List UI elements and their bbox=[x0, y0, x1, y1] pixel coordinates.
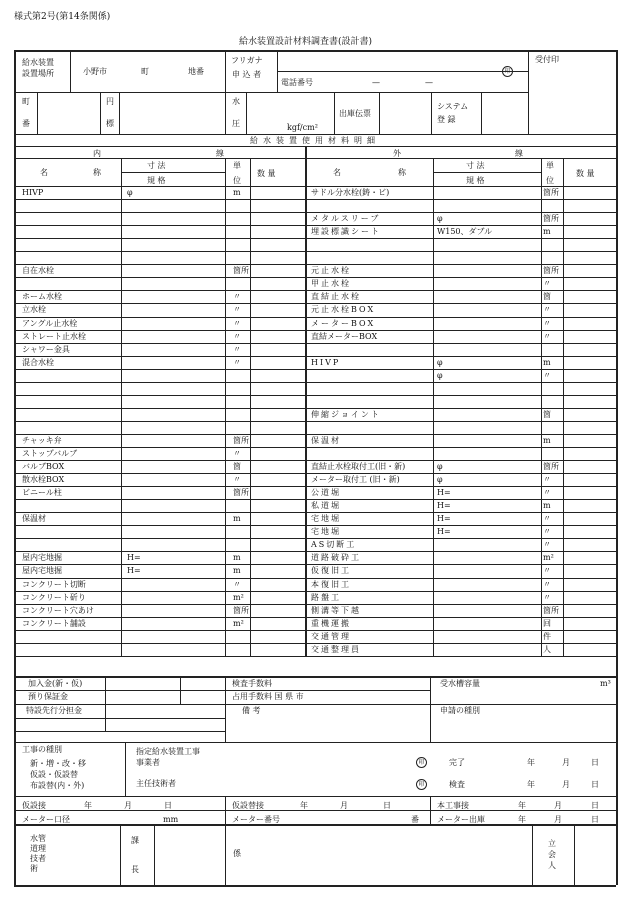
material-name: 埋設標識シート bbox=[311, 227, 381, 237]
main-work-label: 本工事接 bbox=[437, 801, 469, 810]
inner-line-label: 線 bbox=[216, 149, 224, 158]
outer-line-label: 線 bbox=[515, 149, 523, 158]
material-unit: 〃 bbox=[543, 566, 551, 576]
grid-line bbox=[481, 92, 482, 134]
material-name: シャワー金具 bbox=[22, 344, 70, 354]
day-label: 日 bbox=[591, 801, 599, 810]
material-unit: 箇所 bbox=[233, 488, 249, 498]
work-type-label: 工事の種別 bbox=[22, 745, 62, 754]
material-name: 混合水栓 bbox=[22, 357, 54, 367]
grid-line bbox=[14, 238, 616, 239]
grid-line bbox=[14, 796, 616, 797]
grid-line bbox=[14, 264, 616, 265]
material-name: 交通管理 bbox=[311, 631, 351, 641]
document-title: 給水装置設計材料調査書(設計書) bbox=[239, 37, 373, 47]
grid-line bbox=[14, 704, 430, 705]
grid-line bbox=[334, 92, 335, 134]
grid-line bbox=[433, 158, 434, 656]
grid-line bbox=[14, 810, 616, 811]
material-unit: 〃 bbox=[543, 331, 551, 341]
material-name: ホーム水栓 bbox=[22, 292, 62, 302]
grid-line bbox=[430, 676, 431, 742]
grid-line bbox=[14, 604, 616, 605]
material-name: HIVP bbox=[22, 188, 44, 197]
ban-label: 番 bbox=[22, 119, 30, 128]
grid-line bbox=[14, 290, 616, 291]
grid-line bbox=[14, 617, 616, 618]
year-label: 年 bbox=[518, 815, 526, 824]
material-name: 本復旧工 bbox=[311, 579, 351, 589]
col-qty: 数 量 bbox=[576, 169, 595, 178]
occupancy-fee-label: 占用手数料 国 県 市 bbox=[232, 692, 304, 701]
grid-line bbox=[14, 50, 16, 885]
materials-section-title: 給水装置使用材料明細 bbox=[250, 136, 380, 145]
chief-seal-icon: 印 bbox=[416, 779, 427, 790]
grid-line bbox=[379, 92, 380, 134]
grid-line bbox=[250, 158, 251, 656]
grid-line bbox=[431, 92, 432, 134]
material-spec: H= bbox=[437, 527, 451, 537]
grid-line bbox=[14, 499, 616, 500]
material-unit: m² bbox=[233, 592, 244, 602]
work-type-items: 新・増・改・移 仮設・仮設替 布設替(内・外) bbox=[30, 759, 86, 790]
material-unit: 人 bbox=[543, 644, 551, 654]
material-name: 立水栓 bbox=[22, 305, 46, 315]
material-name: ビニール柱 bbox=[22, 488, 62, 498]
material-name: ストップバルブ bbox=[22, 449, 78, 458]
material-spec: φ bbox=[437, 214, 443, 224]
material-unit: 〃 bbox=[543, 527, 551, 537]
month-label: 月 bbox=[562, 780, 570, 789]
phone-separator: — bbox=[425, 78, 433, 87]
pressure-unit: kgf/cm² bbox=[287, 123, 318, 132]
material-unit: 〃 bbox=[543, 279, 551, 289]
material-unit: 箇所 bbox=[233, 605, 249, 615]
material-spec: φ bbox=[437, 462, 443, 472]
grid-line bbox=[14, 146, 616, 147]
material-spec: H= bbox=[437, 488, 451, 498]
day-label: 日 bbox=[591, 815, 599, 824]
grid-line bbox=[70, 50, 71, 92]
material-spec: H= bbox=[127, 566, 141, 576]
material-name: コンクリート斫り bbox=[22, 592, 86, 602]
material-unit: 回 bbox=[543, 618, 551, 628]
grid-line bbox=[14, 50, 616, 52]
city-name: 小野市 bbox=[83, 67, 107, 76]
grid-line bbox=[14, 885, 616, 887]
material-unit: 〃 bbox=[543, 305, 551, 315]
material-unit: 件 bbox=[543, 631, 551, 641]
material-unit: 〃 bbox=[543, 540, 551, 550]
material-unit: 箇 bbox=[233, 462, 241, 472]
grid-line bbox=[14, 731, 225, 732]
material-name: AS切断工 bbox=[311, 540, 357, 550]
material-unit: m bbox=[543, 501, 551, 511]
material-unit: 〃 bbox=[543, 514, 551, 524]
day-label: 日 bbox=[591, 758, 599, 767]
material-unit: 〃 bbox=[233, 305, 241, 315]
material-unit: m bbox=[233, 188, 241, 197]
material-unit: m² bbox=[543, 553, 554, 563]
special-share-label: 特設先行分担金 bbox=[26, 706, 82, 715]
grid-line bbox=[225, 158, 226, 656]
material-unit: 箇 bbox=[543, 292, 551, 302]
tank-unit: m³ bbox=[600, 679, 611, 688]
col-unit: 位 bbox=[233, 176, 241, 185]
col-name: 称 bbox=[398, 168, 406, 177]
grid-line bbox=[100, 92, 101, 134]
grid-line bbox=[14, 343, 616, 344]
material-name: 側溝等下越 bbox=[311, 605, 361, 615]
material-name: 保温材 bbox=[22, 514, 46, 524]
grid-line bbox=[532, 824, 533, 885]
witness-label: 立 会 人 bbox=[548, 839, 556, 870]
material-unit: 〃 bbox=[233, 475, 241, 485]
material-unit: m bbox=[233, 553, 241, 563]
material-unit: 箇所 bbox=[233, 435, 249, 445]
grid-line bbox=[154, 824, 155, 885]
meter-number-label: メーター番号 bbox=[232, 815, 280, 824]
cho-label: 町 bbox=[22, 97, 30, 106]
material-name: HIVP bbox=[311, 357, 341, 367]
material-name: 屋内宅地掘 bbox=[22, 553, 62, 563]
tank-capacity-label: 受水槽容量 bbox=[440, 679, 480, 688]
material-name: サドル分水栓(鋳・ビ) bbox=[311, 188, 390, 197]
joining-fee-label: 加入金(新・仮) bbox=[28, 679, 83, 688]
material-spec: φ bbox=[127, 188, 133, 197]
completion-label: 完了 bbox=[449, 758, 465, 767]
grid-line bbox=[14, 434, 616, 435]
material-unit: m bbox=[233, 514, 241, 524]
grid-line bbox=[14, 656, 616, 657]
material-unit: m² bbox=[233, 618, 244, 628]
grid-line bbox=[14, 630, 616, 631]
material-unit: m bbox=[543, 227, 551, 237]
applicant-seal-icon: 印 bbox=[502, 66, 513, 77]
material-unit: 〃 bbox=[233, 292, 241, 302]
material-spec: W150、ダブル bbox=[437, 227, 493, 237]
grid-line bbox=[14, 317, 616, 318]
material-unit: 〃 bbox=[543, 592, 551, 602]
grid-line bbox=[121, 172, 225, 173]
grid-line bbox=[14, 421, 616, 422]
material-unit: 箇所 bbox=[233, 266, 249, 276]
grid-line bbox=[14, 225, 616, 226]
grid-line bbox=[14, 591, 616, 592]
material-name: 元止水栓 bbox=[311, 266, 351, 276]
material-name: メーター取付工 (旧・新) bbox=[311, 475, 400, 485]
hyo-label: 標 bbox=[106, 119, 114, 128]
grid-line bbox=[14, 303, 616, 304]
col-dim: 寸 法 bbox=[466, 161, 485, 170]
material-unit: 〃 bbox=[543, 475, 551, 485]
temp-replace-label: 仮設替接 bbox=[232, 801, 264, 810]
material-name: 直結止水栓取付工(旧・新) bbox=[311, 462, 406, 472]
material-unit: 箇所 bbox=[543, 266, 559, 276]
material-unit: m bbox=[233, 566, 241, 576]
material-spec: φ bbox=[437, 370, 443, 380]
grid-line bbox=[433, 172, 541, 173]
system-label: システム bbox=[437, 102, 469, 111]
material-name: 宅地堀 bbox=[311, 527, 341, 537]
grid-line bbox=[14, 824, 616, 826]
inner-label: 内 bbox=[93, 149, 101, 158]
material-name: 仮復旧工 bbox=[311, 566, 351, 576]
material-unit: 〃 bbox=[233, 318, 241, 328]
material-name: 交通整理員 bbox=[311, 644, 361, 654]
material-unit: 〃 bbox=[543, 370, 551, 380]
grid-line bbox=[180, 676, 181, 704]
col-dim: 寸 法 bbox=[147, 161, 166, 170]
material-unit: 〃 bbox=[543, 488, 551, 498]
col-name: 名 bbox=[40, 168, 48, 177]
phone-separator: — bbox=[372, 78, 380, 87]
material-name: 公道堀 bbox=[311, 488, 341, 498]
grid-line bbox=[14, 369, 616, 370]
material-unit: 〃 bbox=[233, 357, 241, 367]
material-name: 私道堀 bbox=[311, 501, 341, 511]
grid-line bbox=[14, 473, 616, 474]
sho-label: 円 bbox=[106, 97, 114, 106]
grid-line bbox=[120, 824, 121, 885]
grid-line bbox=[14, 742, 616, 743]
sui-label: 水 bbox=[232, 97, 240, 106]
staff-label: 係 bbox=[233, 849, 241, 858]
month-label: 月 bbox=[124, 801, 132, 810]
material-unit: 〃 bbox=[233, 344, 241, 354]
material-name: 重機運搬 bbox=[311, 618, 351, 628]
temp-install-label: 仮設接 bbox=[22, 801, 46, 810]
col-qty: 数 量 bbox=[257, 169, 276, 178]
day-label: 日 bbox=[383, 801, 391, 810]
grid-line bbox=[430, 796, 431, 824]
material-spec: φ bbox=[437, 475, 443, 485]
grid-line bbox=[14, 212, 616, 213]
grid-line bbox=[14, 356, 616, 357]
grid-line bbox=[14, 460, 616, 461]
grid-line bbox=[14, 134, 616, 135]
material-name: 甲止水栓 bbox=[311, 279, 351, 289]
grid-line bbox=[125, 742, 126, 796]
grid-line bbox=[14, 447, 616, 448]
material-unit: 箇所 bbox=[543, 605, 559, 615]
phone-label: 電話番号 bbox=[281, 78, 313, 87]
material-name: 直結止水栓 bbox=[311, 292, 361, 302]
material-unit: 箇所 bbox=[543, 188, 559, 197]
material-spec: H= bbox=[437, 501, 451, 511]
material-name: 道路破砕工 bbox=[311, 553, 361, 563]
grid-line bbox=[14, 551, 616, 552]
month-label: 月 bbox=[554, 815, 562, 824]
grid-line bbox=[14, 525, 616, 526]
material-name: 屋内宅地掘 bbox=[22, 566, 62, 576]
install-location-label: 給水装置 設置場所 bbox=[22, 58, 54, 78]
grid-line bbox=[225, 796, 226, 885]
col-unit: 単 bbox=[546, 161, 554, 170]
grid-line bbox=[14, 277, 616, 278]
year-label: 年 bbox=[300, 801, 308, 810]
grid-line bbox=[14, 330, 616, 331]
material-unit: m bbox=[543, 435, 551, 445]
chief-label: 長 bbox=[131, 865, 139, 874]
grid-line bbox=[616, 50, 618, 885]
material-name: メタルスリーブ bbox=[311, 214, 381, 224]
material-spec: φ bbox=[437, 357, 443, 367]
year-label: 年 bbox=[527, 758, 535, 767]
grid-line bbox=[14, 538, 616, 539]
material-name: コンクリート切断 bbox=[22, 579, 86, 589]
form-number: 様式第2号(第14条関係) bbox=[14, 12, 111, 22]
col-spec: 規 格 bbox=[466, 176, 485, 185]
month-label: 月 bbox=[562, 758, 570, 767]
lot-label: 地番 bbox=[188, 67, 204, 76]
month-label: 月 bbox=[340, 801, 348, 810]
furigana-label: フリガナ bbox=[231, 56, 263, 65]
day-label: 日 bbox=[591, 780, 599, 789]
year-label: 年 bbox=[527, 780, 535, 789]
meter-shipping-label: メーター出庫 bbox=[437, 815, 485, 824]
material-unit: 箇所 bbox=[543, 462, 559, 472]
material-name: 保温材 bbox=[311, 435, 341, 445]
section-label: 課 bbox=[131, 836, 139, 845]
contractor-seal-icon: 印 bbox=[416, 757, 427, 768]
material-name: 元止水栓BOX bbox=[311, 305, 376, 315]
material-unit: 箇所 bbox=[543, 214, 559, 224]
grid-line bbox=[574, 824, 575, 885]
material-unit: 〃 bbox=[543, 318, 551, 328]
grid-line bbox=[541, 158, 542, 656]
material-name: ストレート止水栓 bbox=[22, 331, 86, 341]
col-name: 称 bbox=[93, 168, 101, 177]
grid-line bbox=[14, 512, 616, 513]
registration-label: 登 録 bbox=[437, 115, 456, 124]
grid-line bbox=[105, 676, 106, 731]
remarks-label: 備 考 bbox=[242, 706, 261, 715]
material-name: チャッキ弁 bbox=[22, 435, 62, 445]
grid-line bbox=[121, 158, 122, 656]
col-name: 名 bbox=[333, 168, 341, 177]
applicant-label: 申 込 者 bbox=[232, 70, 262, 79]
grid-line bbox=[14, 199, 616, 200]
material-unit: m bbox=[543, 357, 551, 367]
grid-line bbox=[246, 92, 247, 134]
grid-line bbox=[14, 408, 616, 409]
grid-line bbox=[14, 486, 616, 487]
grid-line bbox=[14, 395, 616, 396]
grid-line bbox=[225, 50, 226, 134]
town-label: 町 bbox=[141, 67, 149, 76]
material-name: バルブBOX bbox=[22, 462, 65, 472]
grid-line bbox=[14, 643, 616, 644]
chief-engineer-label: 主任技術者 bbox=[136, 779, 176, 788]
grid-line bbox=[277, 71, 528, 72]
ban-unit: 番 bbox=[411, 815, 419, 824]
outer-label: 外 bbox=[393, 149, 401, 158]
grid-line bbox=[14, 382, 616, 383]
contractor-label: 指定給水装置工事 事業者 bbox=[136, 747, 200, 767]
material-name: アングル止水栓 bbox=[22, 318, 78, 328]
grid-line bbox=[14, 564, 616, 565]
grid-line bbox=[563, 158, 564, 656]
col-spec: 規 格 bbox=[147, 176, 166, 185]
grid-line bbox=[37, 92, 38, 134]
material-unit: 〃 bbox=[233, 331, 241, 341]
receipt-stamp-label: 受付印 bbox=[535, 55, 559, 64]
grid-line bbox=[14, 186, 616, 187]
col-unit: 位 bbox=[546, 176, 554, 185]
inspection-fee-label: 検査手数料 bbox=[232, 679, 272, 688]
inspection-label: 検査 bbox=[449, 780, 465, 789]
grid-line bbox=[528, 50, 529, 134]
day-label: 日 bbox=[164, 801, 172, 810]
year-label: 年 bbox=[84, 801, 92, 810]
material-unit: 〃 bbox=[233, 449, 241, 458]
material-name: 伸縮ジョイント bbox=[311, 409, 381, 419]
material-name: メーターBOX bbox=[311, 318, 376, 328]
grid-line bbox=[225, 676, 226, 742]
atsu-label: 圧 bbox=[232, 119, 240, 128]
water-tech-label: 水管 道理 技者 術 bbox=[30, 834, 46, 873]
meter-diameter-label: メーター口径 bbox=[22, 815, 70, 824]
material-unit: 〃 bbox=[543, 579, 551, 589]
grid-line bbox=[14, 718, 225, 719]
material-name: コンクリート穴あけ bbox=[22, 605, 94, 615]
material-name: 散水栓BOX bbox=[22, 475, 65, 485]
material-spec: H= bbox=[437, 514, 451, 524]
deposit-label: 預り保証金 bbox=[28, 692, 68, 701]
material-name: 宅地堀 bbox=[311, 514, 341, 524]
grid-line bbox=[14, 92, 528, 93]
material-unit: 〃 bbox=[233, 579, 241, 589]
material-spec: H= bbox=[127, 553, 141, 563]
year-label: 年 bbox=[518, 801, 526, 810]
grid-line bbox=[14, 578, 616, 579]
grid-line bbox=[430, 704, 616, 705]
material-unit: 箇 bbox=[543, 409, 551, 419]
col-unit: 単 bbox=[233, 161, 241, 170]
grid-line bbox=[14, 251, 616, 252]
material-name: 路盤工 bbox=[311, 592, 341, 602]
grid-line bbox=[119, 92, 120, 134]
mm-unit: mm bbox=[163, 815, 179, 824]
material-name: 自在水栓 bbox=[22, 266, 54, 276]
month-label: 月 bbox=[554, 801, 562, 810]
shipping-slip-label: 出庫伝票 bbox=[339, 109, 371, 118]
material-name: 直結メーターBOX bbox=[311, 331, 378, 341]
grid-line bbox=[14, 158, 616, 159]
grid-line bbox=[305, 146, 307, 656]
material-name: コンクリート舗設 bbox=[22, 618, 86, 628]
grid-line bbox=[14, 690, 430, 691]
application-type-label: 申請の種別 bbox=[440, 706, 480, 715]
